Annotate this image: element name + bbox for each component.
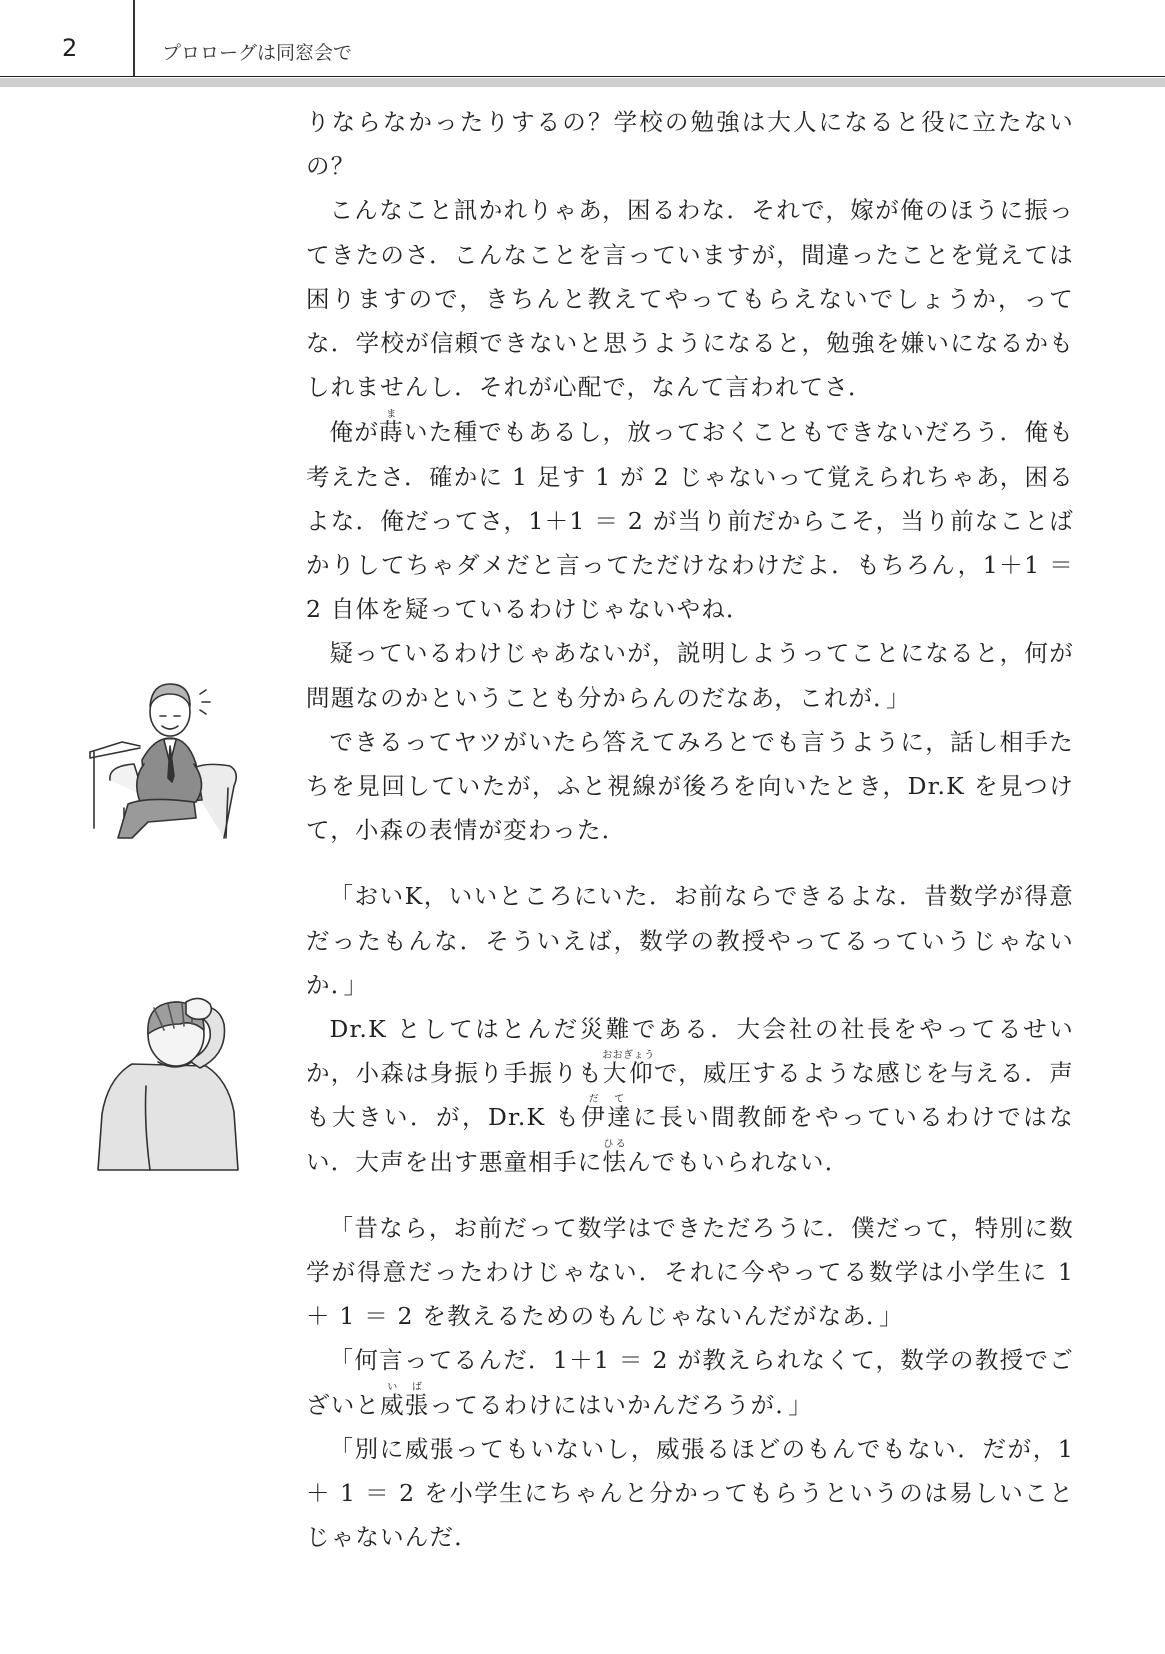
- ruby-annotation: 大仰おおぎょう: [602, 1050, 655, 1088]
- head-scratching-man-illustration: [88, 994, 248, 1172]
- paragraph: りならなかったりするの？学校の勉強は大人になると役に立たないの？: [306, 108, 1074, 181]
- body-text: [306, 100, 1074, 1560]
- ruby-annotation: 蒔ま: [379, 409, 404, 447]
- header-divider: [133, 0, 135, 76]
- page-header: [0, 0, 1165, 77]
- paragraph: 疑っているわけじゃあないが，説明しようってことになると，何が問題なのかということも分からんのだなあ，これが．」: [306, 639, 1074, 712]
- seated-businessman-illustration: [88, 668, 248, 840]
- paragraph: できるってヤツがいたら答えてみろとでも言うように，話し相手たちを見回していたが，ふと視線が後ろを向いたとき，Dr.K を見つけて，小森の表情が変わった．: [306, 727, 1074, 845]
- paragraph: こんなこと訊かれりゃあ，困るわな．それで，嫁が俺のほうに振ってきたのさ．こんなことを言っていますが，間違ったことを覚えては困りますので，きちんと教えてやってもらえないでしょうか，ってな．学校が信頼できないと思うようになると，勉強を嫌いになるかもしれませんし．それが心配で，なんて言われてさ．: [306, 196, 1074, 402]
- paragraph: 「別に威張ってもいないし，威張るほどのもんでもない．だが，1 ＋ 1 ＝ 2 を小学生にちゃんと分かってもらうというのは易しいことじゃないんだ．: [306, 1434, 1074, 1552]
- ruby-annotation: 伊達だて: [581, 1094, 634, 1132]
- ruby-annotation: 威張いば: [380, 1381, 430, 1419]
- paragraph: 「おいK，いいところにいた．お前ならできるよな．昔数学が得意だったもんな．そういえば，数学の教授やってるっていうじゃないか．」: [306, 882, 1074, 999]
- header-shade-bar: [0, 78, 1165, 87]
- paragraph: 「昔なら，お前だって数学はできただろうに．僕だって，特別に数学が得意だったわけじゃない．それに今やってる数学は小学生に 1 ＋ 1 ＝ 2 を教えるためのもんじゃないんだがなあ．」: [306, 1213, 1074, 1331]
- running-title: プロローグは同窓会で: [162, 42, 353, 64]
- ruby-annotation: 怯ひる: [602, 1138, 628, 1176]
- paragraph: Dr.K としてはとんだ災難である．大会社の社長をやってるせいか，小森は身振り手振りも大仰おおぎょうで，威圧するような感じを与える．声も大きい．が，Dr.K も伊達だてに長い間教師をやっているわけではない．大声を出す悪童相手に怯ひるんでもいられない．: [306, 1015, 1074, 1176]
- paragraph: 「何言ってるんだ．1＋1 ＝ 2 が教えられなくて，数学の教授でございと威張いばってるわけにはいかんだろうが．」: [306, 1346, 1074, 1419]
- paragraph: 俺が蒔まいた種でもあるし，放っておくこともできないだろう．俺も考えたさ．確かに 1 足す 1 が 2 じゃないって覚えられちゃあ，困るよな．俺だってさ，1＋1 ＝ 2 が当り前だからこそ，当り前なことばかりしてちゃダメだと言ってただけなわけだよ．もちろん，1＋1 ＝ 2 自体を疑っているわけじゃないやね．: [306, 409, 1074, 624]
- page-number: 2: [62, 34, 78, 62]
